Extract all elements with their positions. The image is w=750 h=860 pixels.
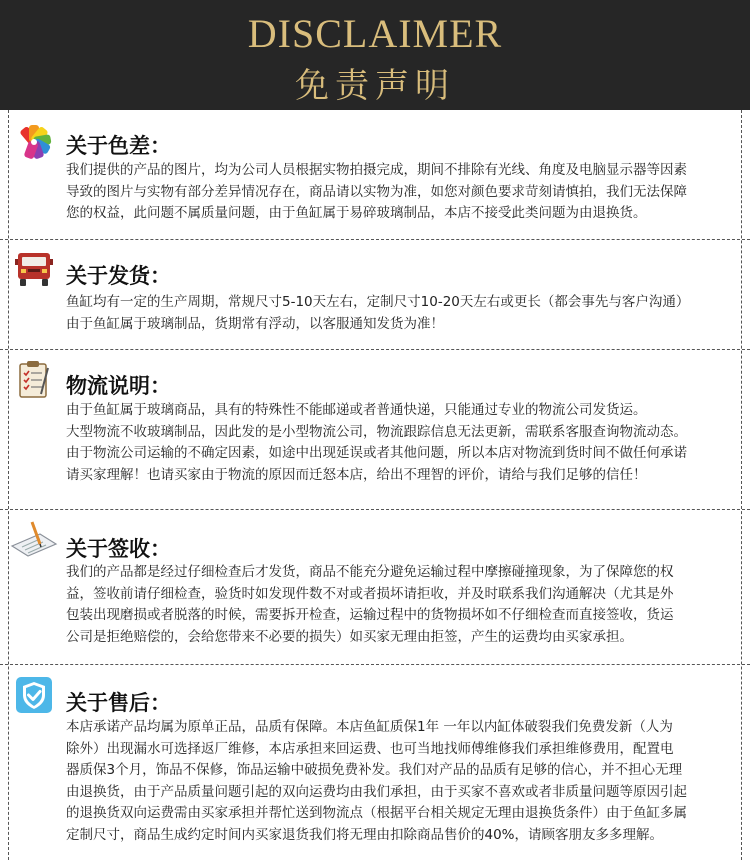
disclaimer-content xyxy=(0,110,750,860)
body-line: 器质保3个月，饰品不保修，饰品运输中破损免费补发。我们对产品的品质有足够的信心，并不担心无理 xyxy=(66,762,683,778)
section-shipping xyxy=(0,240,750,350)
section-title: 关于售后： xyxy=(66,691,171,715)
section-receipt xyxy=(0,510,750,665)
section-title: 物流说明： xyxy=(66,374,171,398)
body-line: 由退换货，由于产品质量问题引起的双向运费均由我们承担，由于买家不喜欢或者非质量问题等原因引起 xyxy=(66,783,687,800)
color-palette-icon xyxy=(14,122,54,162)
section-body xyxy=(66,292,736,335)
body-line: 由于鱼缸属于玻璃商品，具有的特殊性不能邮递或者普通快递，只能通过专业的物流公司发货运。 xyxy=(66,402,647,418)
body-line: 您的权益，此问题不属质量问题，由于鱼缸属于易碎玻璃制品，本店不接受此类问题为由退换货。 xyxy=(66,205,647,221)
sign-document-icon xyxy=(10,520,58,560)
disclaimer-header xyxy=(0,0,750,110)
body-line: 鱼缸均有一定的生产周期，常规尺寸5-10天左右，定制尺寸10-20天左右或更长（都会事先与客户沟通） xyxy=(66,294,690,310)
section-color-difference xyxy=(0,110,750,240)
body-line: 公司是拒绝赔偿的，会给您带来不必要的损失）如买家无理由拒签，产生的运费均由买家承担。 xyxy=(66,628,633,645)
section-after-sales xyxy=(0,665,750,860)
body-line: 请买家理解！也请买家由于物流的原因而迁怒本店，给出不理智的评价，请给与我们足够的信任！ xyxy=(66,466,647,483)
clipboard-checklist-icon xyxy=(14,360,54,400)
body-line: 包装出现磨损或者脱落的时候，需要拆开检查，运输过程中的货物损坏如不仔细检查而直接签收，货运 xyxy=(66,607,674,623)
section-body xyxy=(66,160,736,225)
section-body xyxy=(66,400,736,486)
header-title-en: DISCLAIMER xyxy=(247,11,503,56)
shield-check-icon xyxy=(14,675,54,715)
body-line: 我们提供的产品的图片，均为公司人员根据实物拍摄完成，期间不排除有光线、角度及电脑显示器等因素 xyxy=(66,162,687,178)
body-line: 益，签收前请仔细检查，验货时如发现件数不对或者损坏请拒收，并及时联系我们沟通解决（尤其是外 xyxy=(66,585,674,602)
section-body xyxy=(66,717,736,846)
section-title: 关于签收： xyxy=(66,537,171,561)
section-title: 关于发货： xyxy=(66,264,171,288)
header-title-zh: 免责声明 xyxy=(295,66,455,106)
body-line: 的退换货双向运费需由买家承担并帮忙送到物流点（根据平台相关规定无理由退换货条件）由于鱼缸多属 xyxy=(66,805,687,821)
body-line: 由于物流公司运输的不确定因素，如途中出现延误或者其他问题，所以本店对物流到货时间不做任何承诺 xyxy=(66,445,687,461)
section-logistics xyxy=(0,350,750,510)
body-line: 定制尺寸，商品生成约定时间内买家退货我们将无理由扣除商品售价的40%，请顾客朋友多多理解。 xyxy=(66,826,664,843)
section-title: 关于色差： xyxy=(66,134,171,158)
body-line: 我们的产品都是经过仔细检查后才发货，商品不能充分避免运输过程中摩擦碰撞现象，为了保障您的权 xyxy=(66,564,674,580)
body-line: 本店承诺产品均属为原单正品，品质有保障。本店鱼缸质保1年 一年以内缸体破裂我们免费发新（人为 xyxy=(66,719,673,735)
body-line: 由于鱼缸属于玻璃制品，货期常有浮动，以客服通知发货为准！ xyxy=(66,315,444,332)
delivery-truck-icon xyxy=(14,250,54,290)
section-body xyxy=(66,562,736,648)
body-line: 大型物流不收玻璃制品，因此发的是小型物流公司，物流跟踪信息无法更新，需联系客服查询物流动态。 xyxy=(66,423,687,440)
body-line: 导致的图片与实物有部分差异情况存在，商品请以实物为准，如您对颜色要求苛刻请慎拍，我们无法保障 xyxy=(66,183,687,200)
body-line: 除外）出现漏水可选择返厂维修，本店承担来回运费、也可当地找师傅维修我们承担维修费用，配置电 xyxy=(66,740,674,757)
